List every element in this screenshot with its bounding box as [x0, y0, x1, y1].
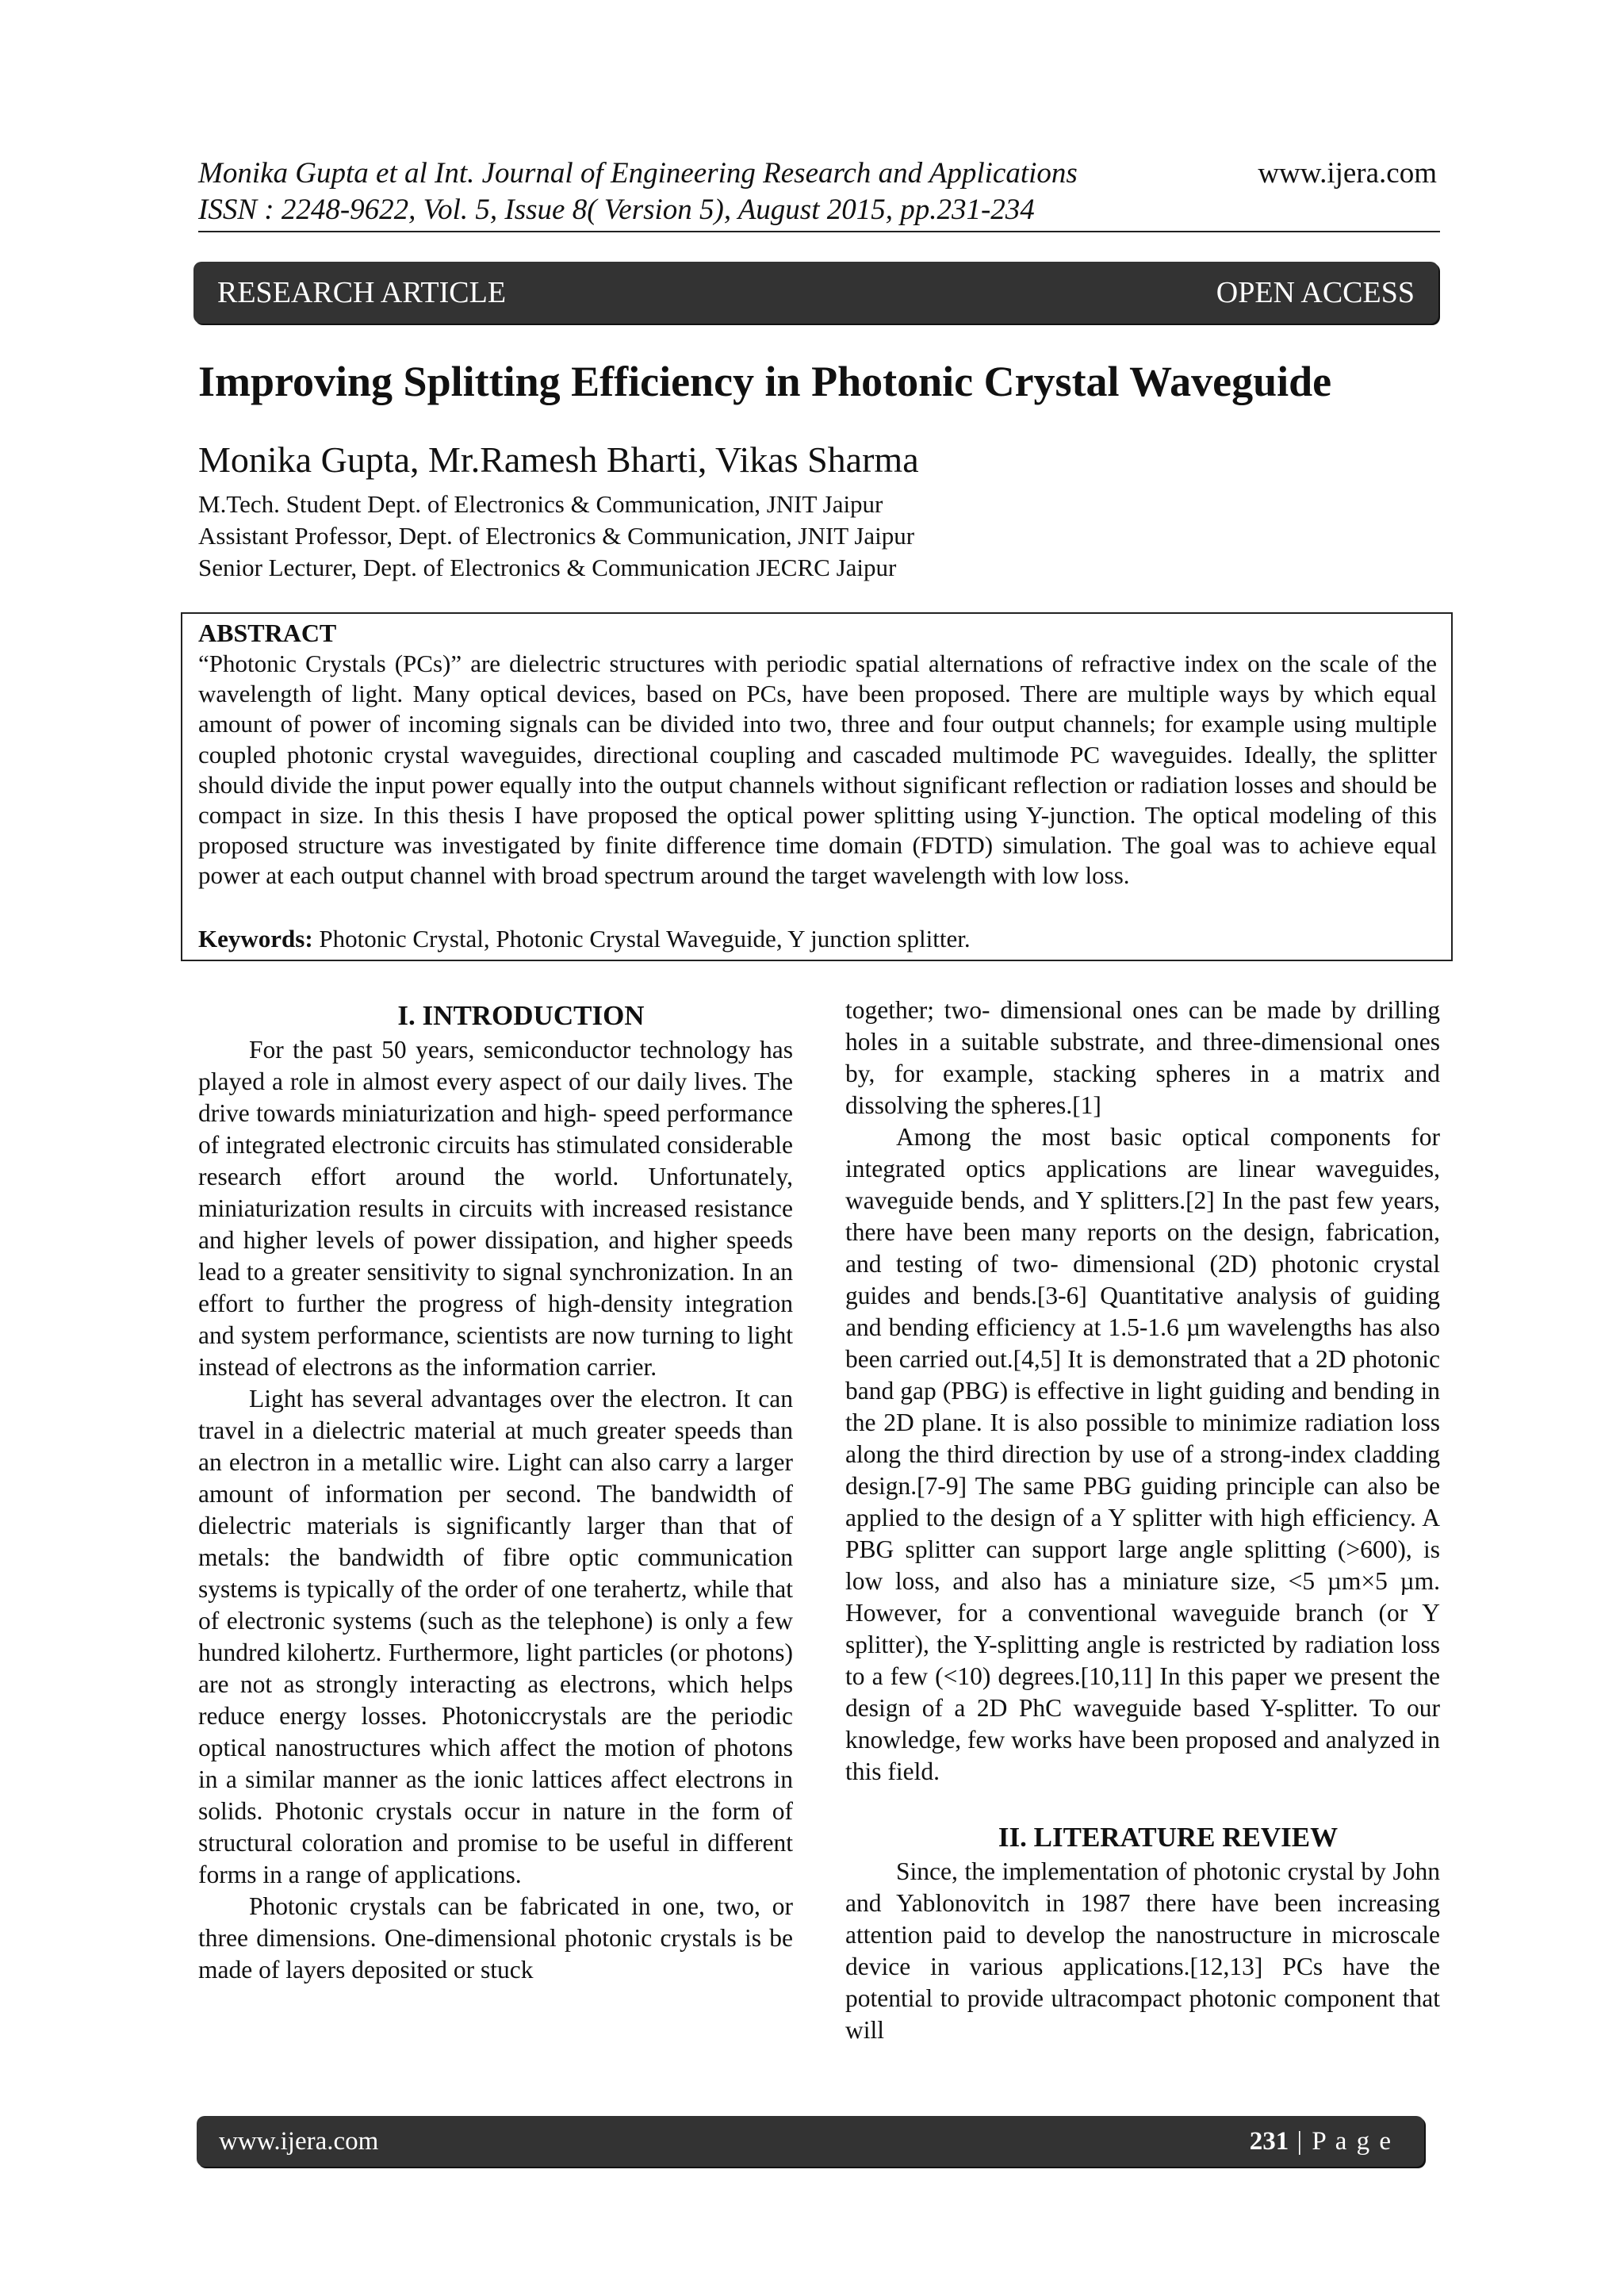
- keywords-list: Photonic Crystal, Photonic Crystal Waveguide, Y junction splitter.: [319, 925, 971, 953]
- author-list: Monika Gupta, Mr.Ramesh Bharti, Vikas Sharma: [198, 439, 919, 480]
- intro-paragraph-3-continued: together; two- dimensional ones can be made by drilling holes in a suitable substrate, and three-dimensional ones by, for example, stacking spheres in a matrix and dissolving the spheres.[1]: [845, 996, 1440, 1119]
- issn-line: ISSN : 2248-9622, Vol. 5, Issue 8( Version 5), August 2015, pp.231-234: [198, 194, 1035, 226]
- page-number: [1250, 2125, 1392, 2157]
- intro-paragraph-3: Photonic crystals can be fabricated in one, two, or three dimensions. One-dimensional photonic crystals is be made of layers deposited or stuck: [198, 1892, 793, 1984]
- affiliation-3: Senior Lecturer, Dept. of Electronics & Communication JECRC Jaipur: [198, 554, 897, 581]
- introduction-heading: I. INTRODUCTION: [397, 1000, 645, 1031]
- journal-citation: Monika Gupta et al Int. Journal of Engineering Research and Applications: [198, 157, 1078, 190]
- affiliation-1: M.Tech. Student Dept. of Electronics & Communication, JNIT Jaipur: [198, 490, 883, 518]
- right-column: [845, 995, 1440, 2046]
- abstract-text: “Photonic Crystals (PCs)” are dielectric structures with periodic spatial alternations of refractive index on the scale of the wavelength of light. Many optical devices, based on PCs, have been proposed. There are multiple ways by which equal amount of power of incoming signals can be divided into two, three and four output channels; for example using multiple coupled photonic crystal waveguides, directional coupling and cascaded multimode PC waveguides. Ideally, the splitter should divide the input power equally into the output channels without significant reflection or radiation losses and should be compact in size. In this thesis I have proposed the optical power splitting using Y-junction. The optical modeling of this proposed structure was investigated by finite difference time domain (FDTD) simulation. The goal was to achieve equal power at each output channel with broad spectrum around the target wavelength with low loss.: [198, 650, 1437, 890]
- paper-title: Improving Splitting Efficiency in Photonic Crystal Waveguide: [198, 358, 1332, 405]
- page-suffix: | P a g e: [1289, 2127, 1392, 2156]
- article-type-banner: [193, 262, 1438, 324]
- header-divider: [198, 231, 1440, 232]
- page-footer: [197, 2116, 1424, 2167]
- intro-paragraph-2: Light has several advantages over the electron. It can travel in a dielectric material at much greater speeds than an electron in a metallic wire. Light can also carry a larger amount of information per second. The bandwidth of dielectric materials is significantly larger than that of metals: the bandwidth of fibre optic communication systems is typically of the order of one terahertz, while that of electronic systems (such as the telephone) is only a few hundred kilohertz. Furthermore, light particles (or photons) are not as strongly interacting as electrons, which helps reduce energy losses. Photoniccrystals are the periodic optical nanostructures which affect the motion of photons in a similar manner as the ionic lattices affect electrons in solids. Photonic crystals occur in nature in the form of structural coloration and promise to be useful in different forms in a range of applications.: [198, 1385, 793, 1888]
- open-access-label: OPEN ACCESS: [1216, 276, 1415, 309]
- header-website-link[interactable]: www.ijera.com: [1258, 157, 1437, 190]
- page-number-value: 231: [1249, 2127, 1289, 2156]
- literature-review-heading: II. LITERATURE REVIEW: [998, 1822, 1339, 1853]
- keywords-label: Keywords:: [198, 925, 313, 953]
- intro-paragraph-4: Among the most basic optical components for integrated optics applications are linear waveguides, waveguide bends, and Y splitters.[2] In the past few years, there have been many reports on the design, fabrication, and testing of two- dimensional (2D) photonic crystal guides and bends.[3-6] Quantitative analysis of guiding and bending efficiency at 1.5-1.6 µm wavelengths has also been carried out.[4,5] It is demonstrated that a 2D photonic band gap (PBG) is effective in light guiding and bending in the 2D plane. It is also possible to minimize radiation loss along the third direction by use of a strong-index cladding design.[7-9] The same PBG guiding principle can also be applied to the design of a Y splitter with high efficiency. A PBG splitter can support large angle splitting (>600), is low loss, and also has a miniature size, <5 µm×5 µm. However, for a conventional waveguide branch (or Y splitter), the Y-splitting angle is restricted by radiation loss to a few (<10) degrees.[10,11] In this paper we present the design of a 2D PhC waveguide based Y-splitter. To our knowledge, few works have been proposed and analyzed in this field.: [845, 1123, 1440, 1785]
- abstract-box: [181, 612, 1453, 961]
- abstract-heading: ABSTRACT: [198, 619, 337, 647]
- research-article-label: RESEARCH ARTICLE: [217, 276, 507, 309]
- affiliation-2: Assistant Professor, Dept. of Electronics & Communication, JNIT Jaipur: [198, 522, 915, 550]
- literature-paragraph-1: Since, the implementation of photonic crystal by John and Yablonovitch in 1987 there have been increasing attention paid to develop the nanostructure in microscale device in various applications.[12,13] PCs have the potential to provide ultracompact photonic component that will: [845, 1857, 1440, 2044]
- keywords-line: [198, 923, 971, 955]
- left-column: [198, 998, 793, 1986]
- footer-website-link[interactable]: www.ijera.com: [219, 2127, 379, 2156]
- intro-paragraph-1: For the past 50 years, semiconductor technology has played a role in almost every aspect of our daily lives. The drive towards miniaturization and high- speed performance of integrated electronic circuits has stimulated considerable research effort around the world. Unfortunately, miniaturization results in circuits with increased resistance and higher levels of power dissipation, and higher speeds lead to a greater sensitivity to signal synchronization. In an effort to further the progress of high-density integration and system performance, scientists are now turning to light instead of electrons as the information carrier.: [198, 1036, 793, 1381]
